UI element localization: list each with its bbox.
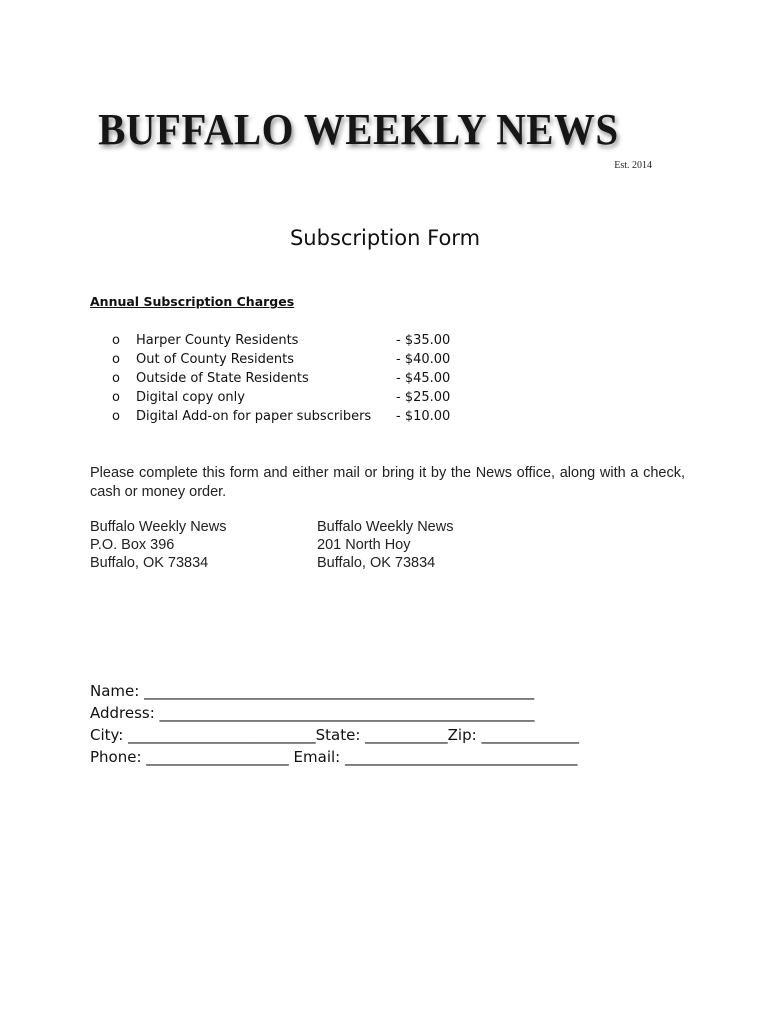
charge-row [90,390,470,409]
charges-heading: Annual Subscription Charges [90,294,295,309]
city-state-zip-field[interactable]: City: _________________________State: ___________Zip: _____________ [90,726,579,744]
charge-label: Harper County Residents [136,333,299,348]
office-address-line3: Buffalo, OK 73834 [317,555,436,571]
charge-row [90,352,470,371]
page-title: Subscription Form [289,226,481,250]
office-address-line1: Buffalo Weekly News [317,519,454,535]
masthead-title: BUFFALO WEEKLY NEWS [98,105,619,154]
bullet-icon: o [112,409,120,424]
mailing-address-line2: P.O. Box 396 [90,537,175,553]
charge-price: - $35.00 [396,333,451,348]
office-address [317,518,453,572]
bullet-icon: o [112,371,120,386]
subscriber-fields [90,680,579,768]
charge-price: - $10.00 [396,409,451,424]
mailing-address-line1: Buffalo Weekly News [90,519,227,535]
charge-price: - $40.00 [396,352,451,367]
instructions-paragraph: Please complete this form and either mail or bring it by the News office, along with a check, cash or money order. [90,465,685,500]
mailing-address [90,518,226,572]
phone-email-field[interactable]: Phone: ___________________ Email: _______________________________ [90,748,578,766]
charge-row [90,371,470,390]
charge-row [90,409,470,428]
name-field[interactable]: Name: ____________________________________________________ [90,682,535,700]
charge-label: Out of County Residents [136,352,294,367]
bullet-icon: o [112,333,120,348]
charge-price: - $45.00 [396,371,451,386]
masthead-established: Est. 2014 [614,160,652,171]
charge-label: Digital Add-on for paper subscribers [136,409,372,424]
bullet-icon: o [112,390,120,405]
charge-label: Digital copy only [136,390,245,405]
masthead-logo [98,102,658,172]
charge-row [90,333,470,352]
charges-list [90,333,470,428]
bullet-icon: o [112,352,120,367]
mailing-address-line3: Buffalo, OK 73834 [90,555,209,571]
office-address-line2: 201 North Hoy [317,537,411,553]
address-field[interactable]: Address: __________________________________________________ [90,704,535,722]
charge-label: Outside of State Residents [136,371,309,386]
charge-price: - $25.00 [396,390,451,405]
